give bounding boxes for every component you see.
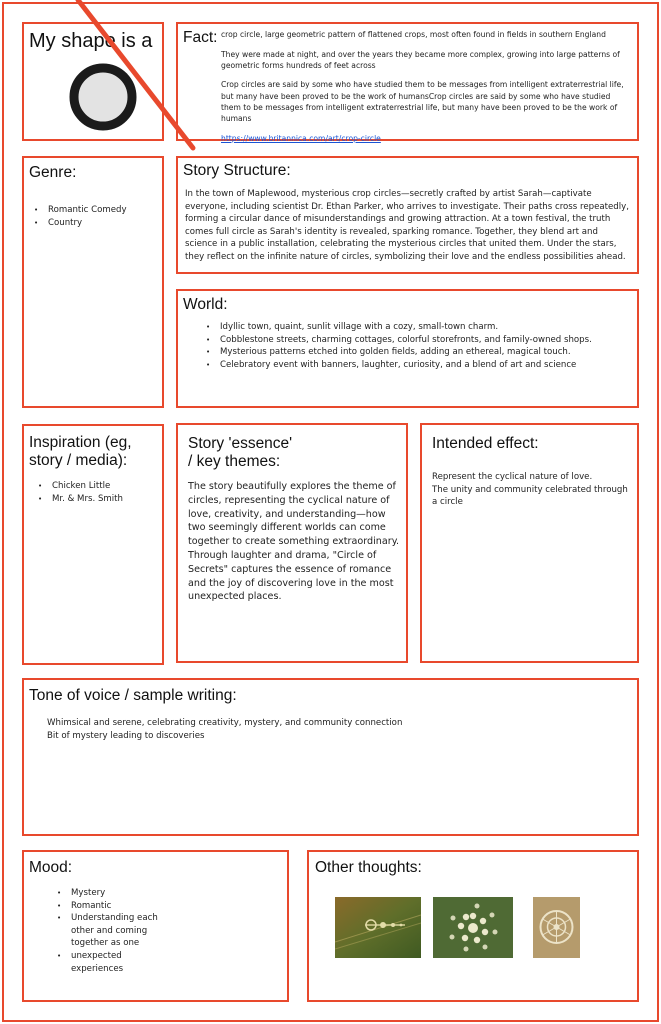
tone-line: Bit of mystery leading to discoveries <box>47 730 205 741</box>
list-item: • Mystery <box>57 887 162 900</box>
list-item: • Chicken Little <box>38 480 160 493</box>
story-structure-label: Story Structure: <box>183 162 291 179</box>
list-item: • Idyllic town, quaint, sunlit village with a cozy, small-town charm. <box>206 321 636 334</box>
list-item: • Country <box>34 217 159 230</box>
essence-text: The story beautifully explores the theme of circles, representing the cyclical nature of love, creativity, and understanding—how two seemingly different worlds can come together to create something extraordinary. Through laughter and drama, "Circle of Secrets" captures the essence of romance and the joy of discovering love in the most unexpected places. <box>188 481 400 603</box>
list-item: • Cobblestone streets, charming cottages, colorful storefronts, and family-owned shops. <box>206 334 636 347</box>
intended-effect-label: Intended effect: <box>432 435 539 452</box>
intended-effect-line: The unity and community celebrated through a circle <box>432 484 628 508</box>
list-item: • Mysterious patterns etched into golden fields, adding an ethereal, magical touch. <box>206 346 636 359</box>
tone-line: Whimsical and serene, celebrating creativity, mystery, and community connection <box>47 718 403 728</box>
other-thoughts-label: Other thoughts: <box>315 859 422 876</box>
tone-label: Tone of voice / sample writing: <box>29 687 237 704</box>
list-item: • Romantic <box>57 900 162 913</box>
list-item: • Mr. & Mrs. Smith <box>38 493 160 506</box>
intended-effect-line: Represent the cyclical nature of love. <box>432 472 593 482</box>
inspiration-label: Inspiration (eg, story / media): <box>29 434 132 469</box>
fact-label: Fact: <box>183 29 218 46</box>
list-item: • unexpected experiences <box>57 950 162 975</box>
fact-paragraph: They were made at night, and over the years they became more complex, growing into large patterns of geometric forms hundreds of feet across <box>221 49 620 70</box>
list-item: • Romantic Comedy <box>34 204 159 217</box>
shape-title: My shape is a <box>29 30 153 52</box>
story-structure-text: In the town of Maplewood, mysterious crop circles—secretly crafted by artist Sarah—captivate everyone, including scientist Dr. Ethan Parker, who arrives to investigate. Their paths cross repeatedly, forming a circular dance of misunderstandings and growing attraction. At a town festival, the truth comes full circle as Sarah's identity is revealed, sparking romance. Together, they blend art and science in a public installation, celebrating the mysterious circles that united them. Under the stars, they reflect on the infinite nature of circles, symbolizing their love and the endless possibilities ahead. <box>185 189 629 262</box>
essence-label-line1: Story 'essence' <box>188 435 293 452</box>
fact-paragraph: Crop circles are said by some who have studied them to be messages from intelligent extraterrestrial life, but many have been proved to be the work of humansCrop circles are said by some who have studied them to be messages from intelligent extraterrestrial life, but many have been proved to be the work of humans <box>221 80 624 123</box>
genre-label: Genre: <box>29 164 77 181</box>
world-label: World: <box>183 296 228 313</box>
list-item: • Celebratory event with banners, laughter, curiosity, and a blend of art and science <box>206 359 636 372</box>
essence-label-line2: / key themes: <box>188 453 281 470</box>
fact-paragraph: crop circle, large geometric pattern of flattened crops, most often found in fields in southern England <box>221 30 606 39</box>
source-link[interactable]: https://www.britannica.com/art/crop-circle <box>221 133 381 143</box>
mood-label: Mood: <box>29 859 73 876</box>
list-item: • Understanding each other and coming together as one <box>57 912 162 950</box>
